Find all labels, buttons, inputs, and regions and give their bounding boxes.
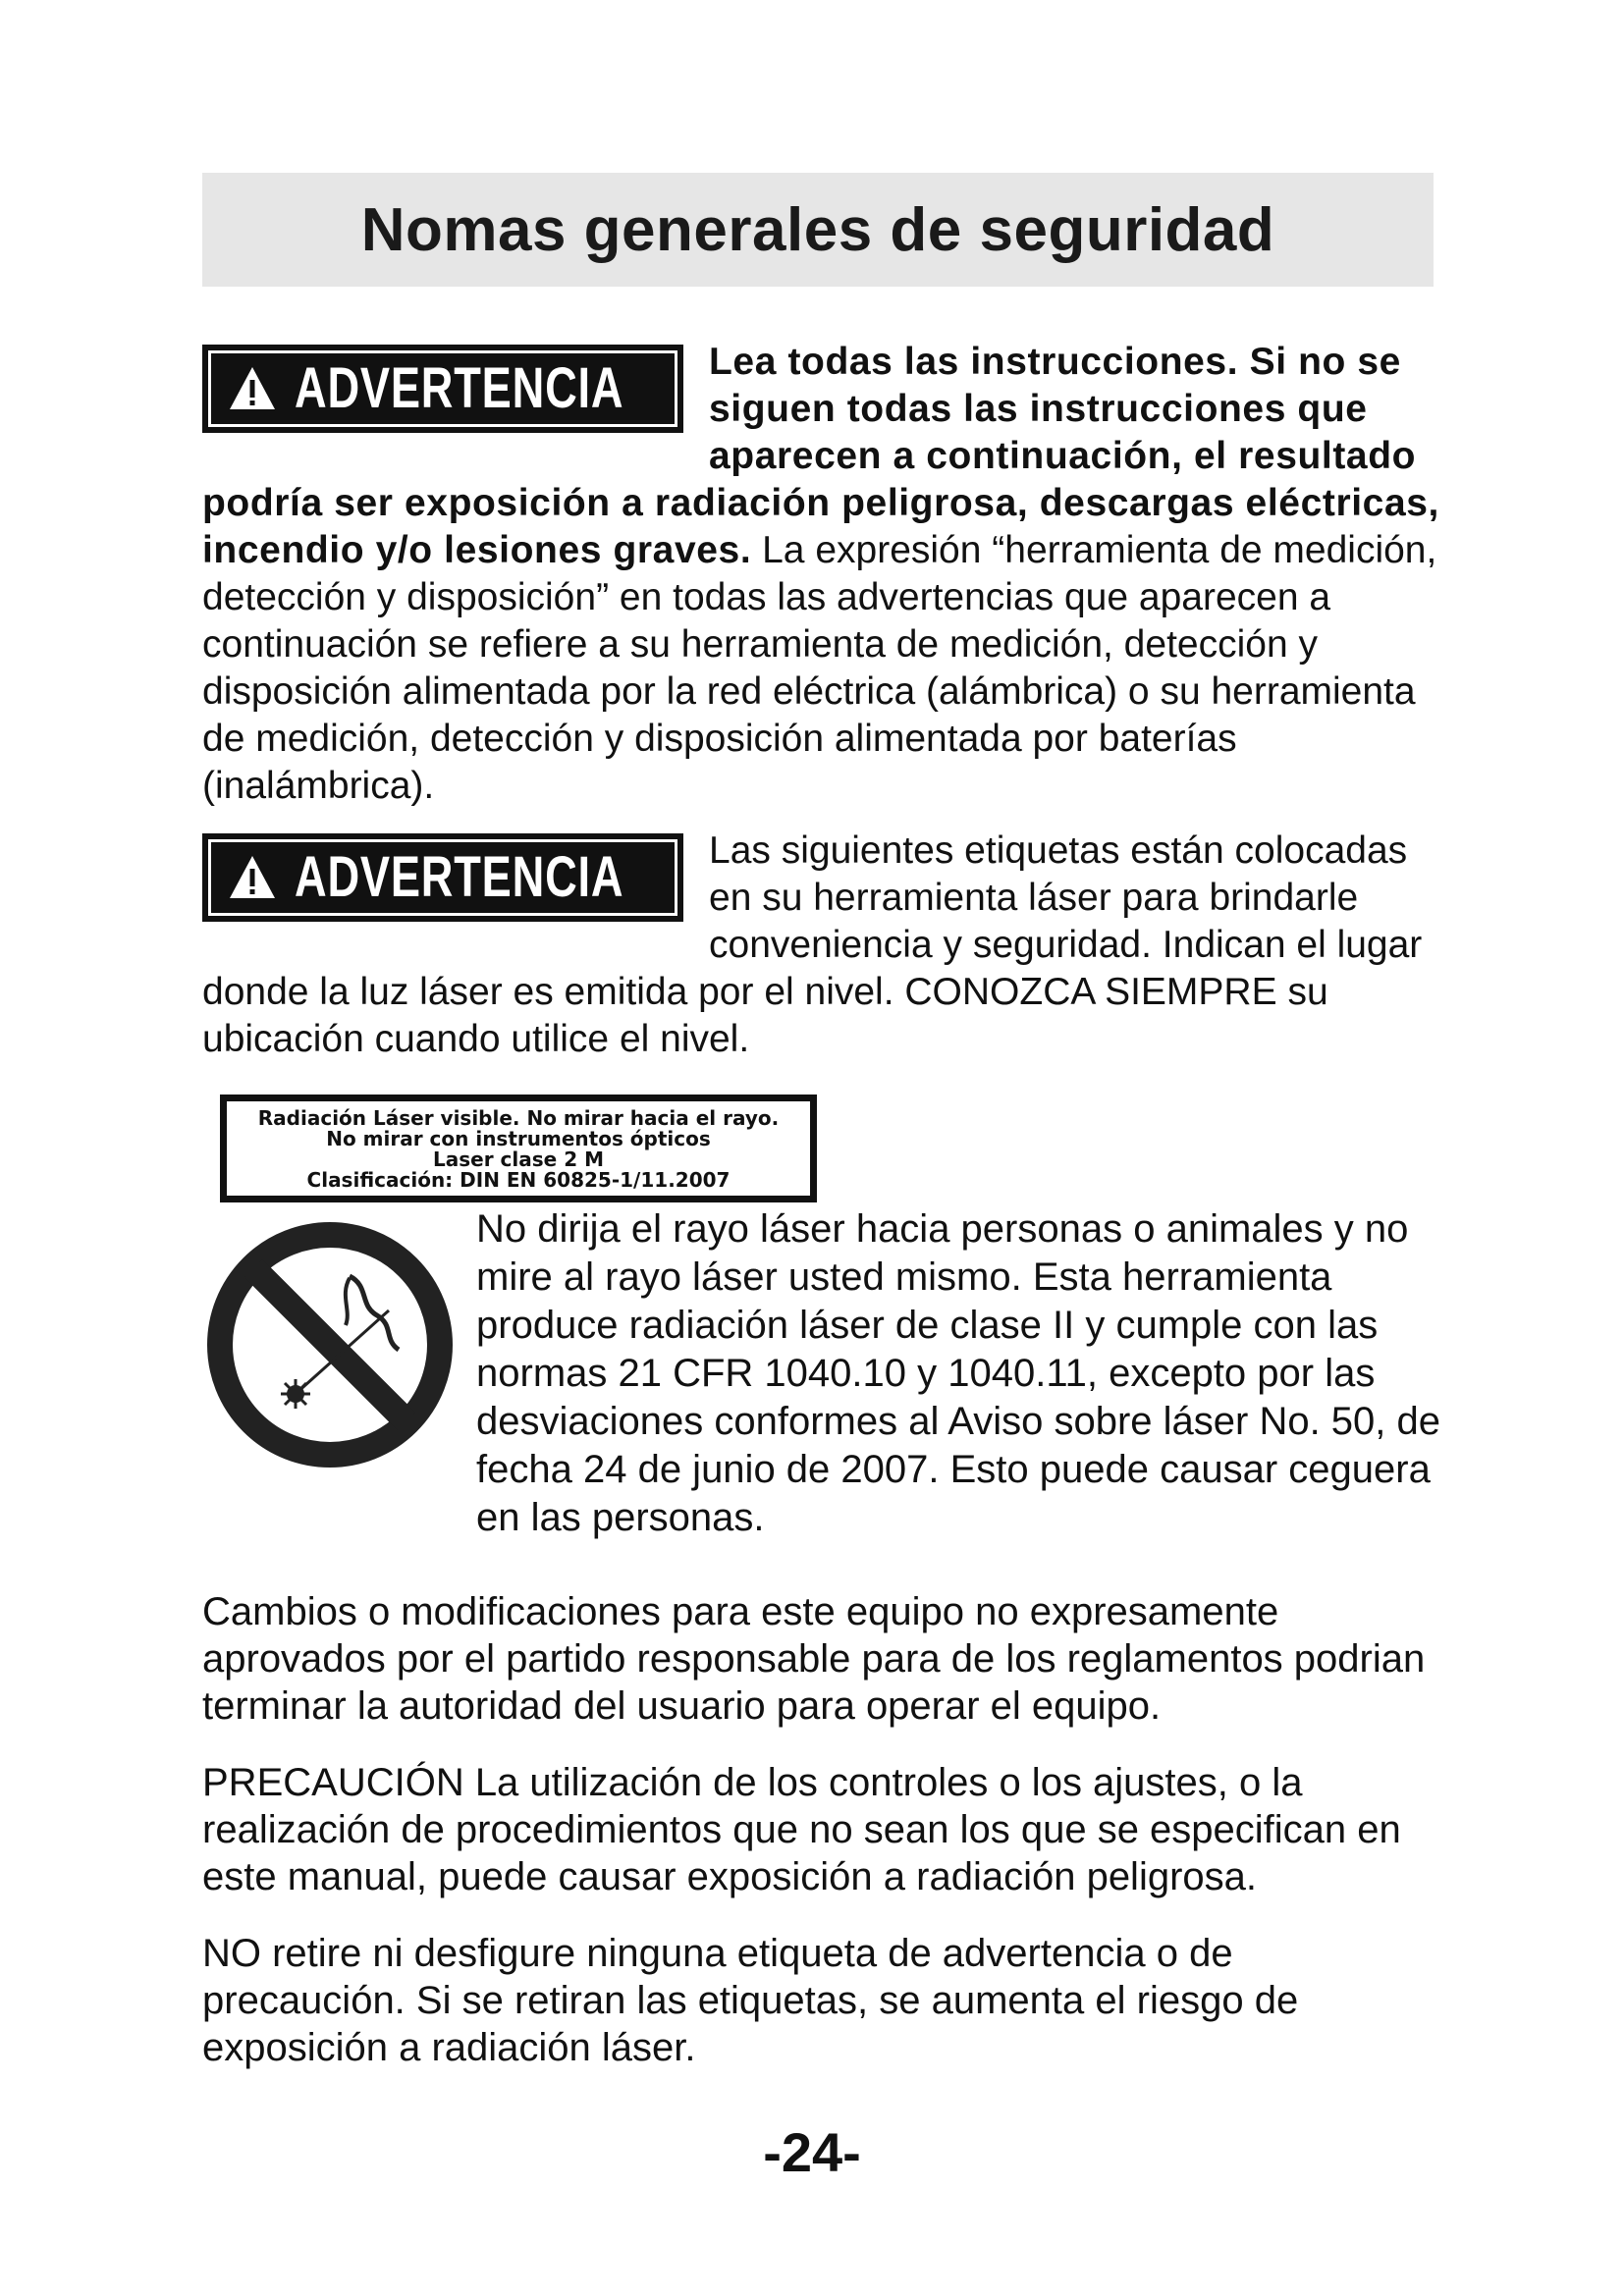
warning-triangle-icon [228,853,277,902]
warning-paragraph-1 [202,339,1449,810]
no-laser-eye-icon [202,1217,458,1472]
labels-paragraph: NO retire ni desfigure ninguna etiqueta de advertencia o de precaución. Si se retiran las etiquetas, se aumenta el riesgo de exposición a radiación láser. [202,1932,1299,2069]
warning-2-text: Las siguientes etiquetas están colocadas en su herramienta láser para brindarle conveniencia y seguridad. Indican el lugar donde la luz láser es emitida por el nivel. CONOZCA SIEMPRE su ubicación cuando utilice el nivel. [202,829,1423,1060]
laser-label-line-4: Clasificación: DIN EN 60825-1/11.2007 [306,1168,731,1192]
warning-triangle-icon [228,364,277,413]
laser-warning-label [220,1095,817,1202]
laser-burst-icon [281,1379,310,1409]
caution-paragraph: PRECAUCIÓN La utilización de los controles o los ajustes, o la realización de procedimientos que no sean los que se especifican en este manual, puede causar exposición a radiación peligrosa. [202,1761,1401,1898]
warning-badge [202,833,683,922]
warning-badge [202,345,683,433]
warning-word: ADVERTENCIA [295,845,624,909]
page-number: -24- [763,2121,861,2183]
page-title: Nomas generales de seguridad [360,195,1275,264]
warning-word: ADVERTENCIA [295,356,624,420]
warnings-section [202,339,1449,1063]
laser-label-line-2: No mirar con instrumentos ópticos [326,1127,711,1150]
laser-warning-text: No dirija el rayo láser hacia personas o animales y no mire al rayo láser usted mismo. Esta herramienta produce radiación láser de clase II y cumple con las normas 21 CFR 1040.10 y 1040.11, excepto por las desviaciones conformes al Aviso sobre láser No. 50, de fecha 24 de junio de 2007. Esto puede causar ceguera en las personas. [476,1207,1441,1539]
warning-1-bold-text: Lea todas las instrucciones. Si no se siguen todas las instrucciones que aparecen a continuación, el resultado podría ser exposición a radiación peligrosa, descargas eléctricas, incendio y/o lesiones graves. [202,341,1439,571]
warning-1-body-text: La expresión “herramienta de medición, detección y disposición” en todas las advertencias que aparecen a continuación se refiere a su herramienta de medición, detección y disposición alimentada por la red eléctrica (alámbrica) o su herramienta de medición, detección y disposición alimentada por baterías (inalámbrica). [202,529,1437,807]
warning-paragraph-2 [202,822,1449,1063]
changes-paragraph: Cambios o modificaciones para este equipo no expresamente aprovados por el partido responsable para de los reglamentos podrian terminar la autoridad del usuario para operar el equipo. [202,1590,1426,1728]
laser-label-line-1: Radiación Láser visible. No mirar hacia el rayo. [257,1106,780,1130]
section-title-bar [202,173,1434,287]
laser-label-line-3: Laser clase 2 M [433,1148,604,1171]
